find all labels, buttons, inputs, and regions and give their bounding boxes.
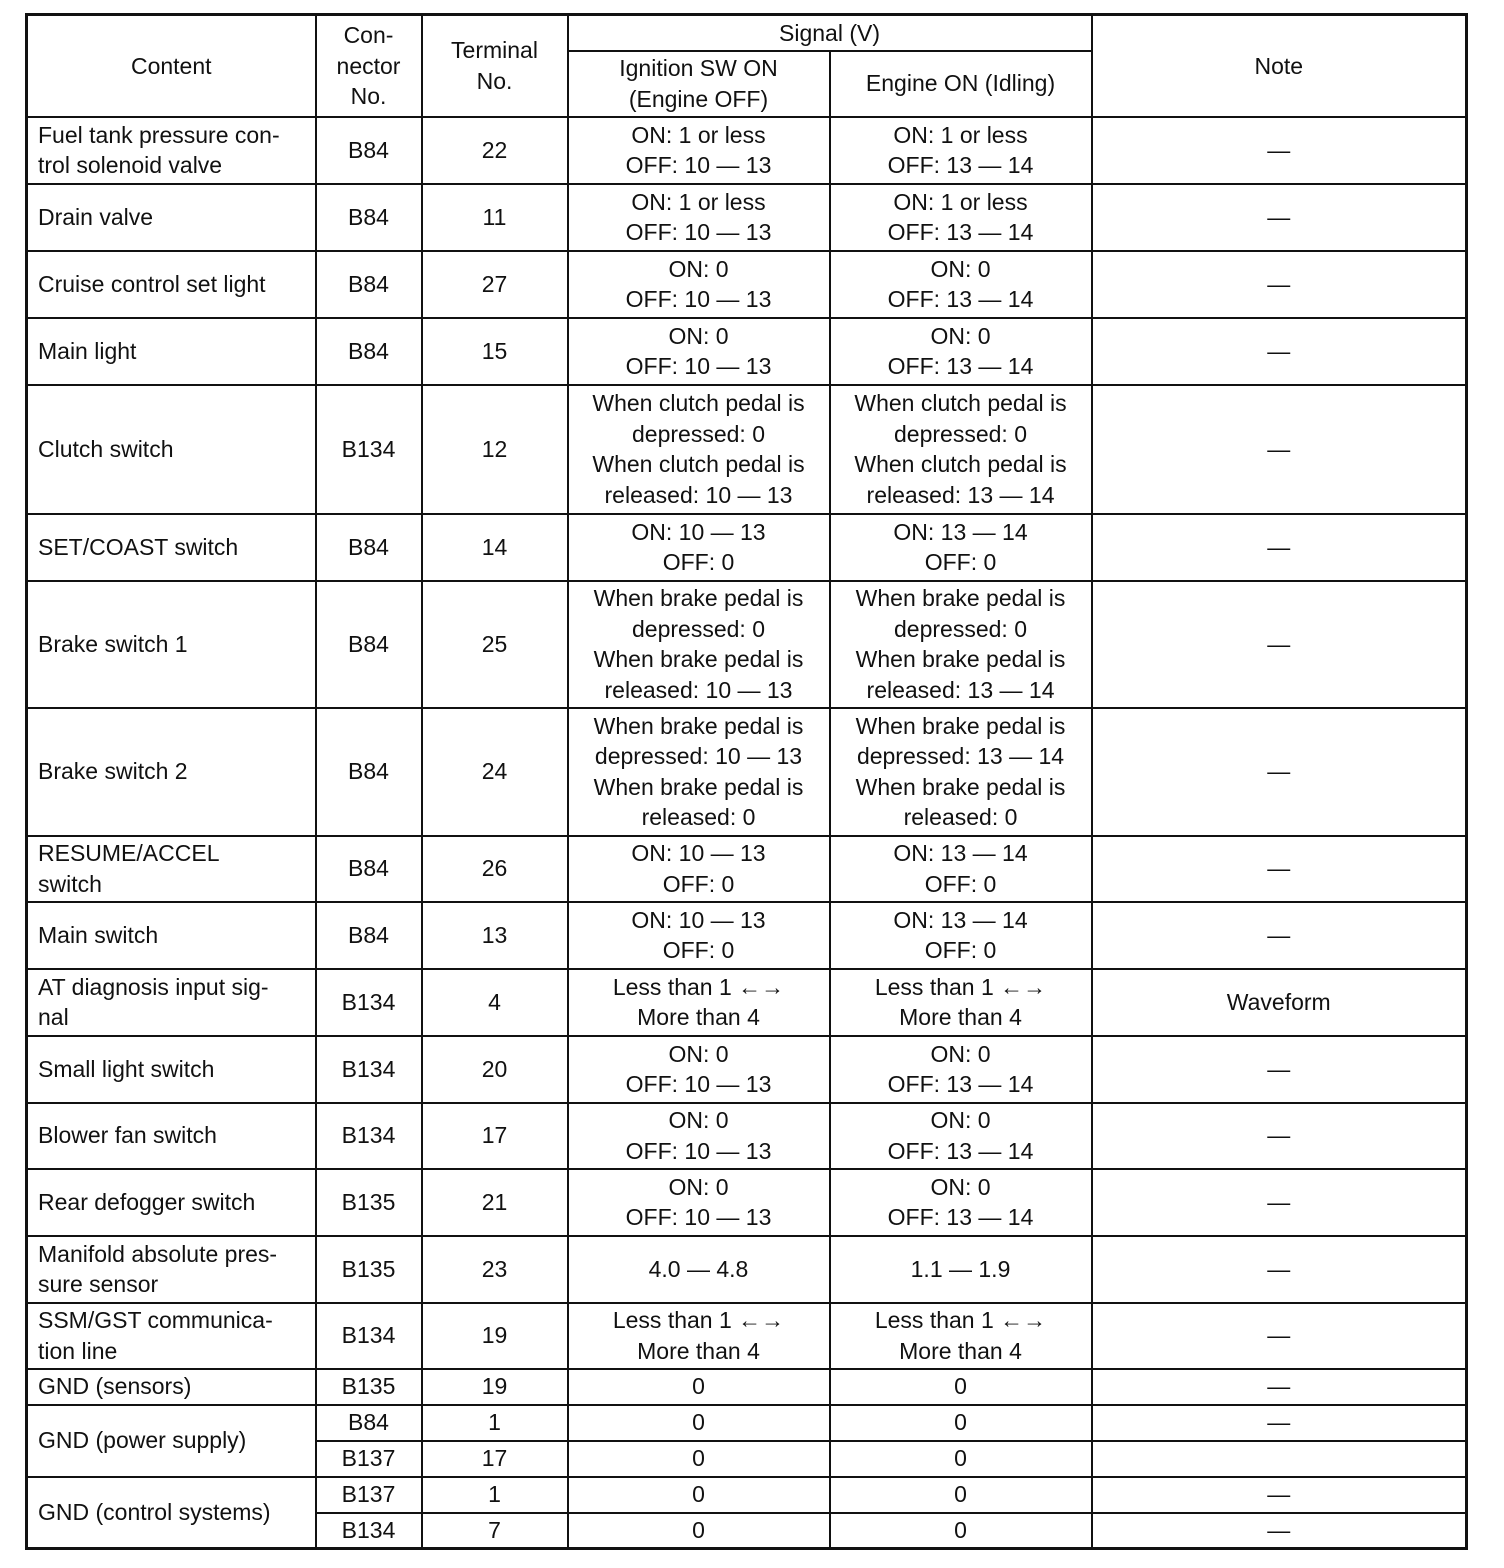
cell-note: — xyxy=(1092,1513,1467,1549)
cell-engine-signal: ON: 13 — 14 OFF: 0 xyxy=(830,836,1092,902)
cell-connector: B84 xyxy=(316,514,422,581)
cell-ignition-signal: ON: 10 — 13 OFF: 0 xyxy=(568,902,830,969)
cell-content: Main light xyxy=(27,318,316,385)
cell-engine-signal: 1.1 — 1.9 xyxy=(830,1236,1092,1303)
cell-content: Rear defogger switch xyxy=(27,1169,316,1236)
cell-connector: B134 xyxy=(316,385,422,514)
cell-ignition-signal: ON: 1 or less OFF: 10 — 13 xyxy=(568,117,830,184)
cell-note: — xyxy=(1092,1477,1467,1513)
cell-note: — xyxy=(1092,836,1467,902)
cell-ignition-signal: 0 xyxy=(568,1441,830,1477)
cell-connector: B135 xyxy=(316,1236,422,1303)
cell-content: Fuel tank pressure con- trol solenoid valve xyxy=(27,117,316,184)
table-row xyxy=(27,1477,1467,1513)
cell-terminal: 1 xyxy=(422,1405,568,1441)
cell-note: — xyxy=(1092,1405,1467,1441)
cell-content: Brake switch 1 xyxy=(27,581,316,708)
cell-ignition-signal: ON: 0 OFF: 10 — 13 xyxy=(568,1169,830,1236)
cell-ignition-signal: ON: 10 — 13 OFF: 0 xyxy=(568,836,830,902)
cell-content: GND (power supply) xyxy=(27,1405,316,1477)
cell-engine-signal: When brake pedal is depressed: 13 — 14 When brake pedal is released: 0 xyxy=(830,708,1092,836)
header-terminal: Terminal No. xyxy=(422,15,568,117)
cell-content: Main switch xyxy=(27,902,316,969)
cell-engine-signal: Less than 1 ←→ More than 4 xyxy=(830,1303,1092,1369)
cell-content: GND (sensors) xyxy=(27,1369,316,1405)
cell-note: — xyxy=(1092,117,1467,184)
cell-engine-signal: ON: 13 — 14 OFF: 0 xyxy=(830,514,1092,581)
cell-connector: B135 xyxy=(316,1369,422,1405)
cell-terminal: 13 xyxy=(422,902,568,969)
header-note: Note xyxy=(1092,15,1467,117)
cell-content: AT diagnosis input sig- nal xyxy=(27,969,316,1036)
terminal-signal-table xyxy=(25,13,1468,1550)
cell-content: GND (control systems) xyxy=(27,1477,316,1549)
cell-content: SSM/GST communica- tion line xyxy=(27,1303,316,1369)
cell-connector: B137 xyxy=(316,1441,422,1477)
cell-terminal: 19 xyxy=(422,1369,568,1405)
cell-note: — xyxy=(1092,1169,1467,1236)
cell-note: — xyxy=(1092,184,1467,251)
cell-note: — xyxy=(1092,581,1467,708)
table-row xyxy=(27,514,1467,581)
table-row xyxy=(27,581,1467,708)
cell-note: — xyxy=(1092,902,1467,969)
table-row xyxy=(27,902,1467,969)
cell-terminal: 11 xyxy=(422,184,568,251)
table-row xyxy=(27,184,1467,251)
cell-content: SET/COAST switch xyxy=(27,514,316,581)
cell-engine-signal: When brake pedal is depressed: 0 When brake pedal is released: 13 — 14 xyxy=(830,581,1092,708)
cell-terminal: 12 xyxy=(422,385,568,514)
cell-connector: B137 xyxy=(316,1477,422,1513)
cell-content: Drain valve xyxy=(27,184,316,251)
header-engine-on: Engine ON (Idling) xyxy=(830,51,1092,117)
cell-content: Clutch switch xyxy=(27,385,316,514)
cell-connector: B84 xyxy=(316,1405,422,1441)
cell-note: — xyxy=(1092,1103,1467,1169)
cell-engine-signal: ON: 0 OFF: 13 — 14 xyxy=(830,251,1092,318)
cell-ignition-signal: 0 xyxy=(568,1369,830,1405)
cell-ignition-signal: ON: 0 OFF: 10 — 13 xyxy=(568,1036,830,1103)
table-row xyxy=(27,836,1467,902)
cell-connector: B84 xyxy=(316,318,422,385)
cell-engine-signal: 0 xyxy=(830,1477,1092,1513)
cell-terminal: 4 xyxy=(422,969,568,1036)
cell-terminal: 7 xyxy=(422,1513,568,1549)
cell-terminal: 21 xyxy=(422,1169,568,1236)
cell-terminal: 17 xyxy=(422,1441,568,1477)
cell-content: Small light switch xyxy=(27,1036,316,1103)
cell-note: — xyxy=(1092,708,1467,836)
cell-terminal: 24 xyxy=(422,708,568,836)
cell-note: — xyxy=(1092,514,1467,581)
cell-note: — xyxy=(1092,318,1467,385)
table-row xyxy=(27,251,1467,318)
cell-connector: B84 xyxy=(316,117,422,184)
cell-terminal: 17 xyxy=(422,1103,568,1169)
cell-terminal: 25 xyxy=(422,581,568,708)
cell-content: Brake switch 2 xyxy=(27,708,316,836)
cell-connector: B135 xyxy=(316,1169,422,1236)
cell-connector: B84 xyxy=(316,581,422,708)
cell-engine-signal: ON: 1 or less OFF: 13 — 14 xyxy=(830,117,1092,184)
table-row xyxy=(27,1169,1467,1236)
cell-ignition-signal: ON: 0 OFF: 10 — 13 xyxy=(568,318,830,385)
cell-engine-signal: 0 xyxy=(830,1405,1092,1441)
cell-note: — xyxy=(1092,251,1467,318)
cell-note xyxy=(1092,1441,1467,1477)
table-row xyxy=(27,385,1467,514)
cell-terminal: 19 xyxy=(422,1303,568,1369)
cell-ignition-signal: ON: 0 OFF: 10 — 13 xyxy=(568,251,830,318)
cell-ignition-signal: 0 xyxy=(568,1477,830,1513)
cell-ignition-signal: 0 xyxy=(568,1405,830,1441)
cell-engine-signal: 0 xyxy=(830,1369,1092,1405)
table-row xyxy=(27,1103,1467,1169)
cell-connector: B134 xyxy=(316,1103,422,1169)
cell-ignition-signal: 4.0 — 4.8 xyxy=(568,1236,830,1303)
cell-terminal: 14 xyxy=(422,514,568,581)
cell-ignition-signal: Less than 1 ←→ More than 4 xyxy=(568,969,830,1036)
cell-note: — xyxy=(1092,1236,1467,1303)
cell-terminal: 15 xyxy=(422,318,568,385)
cell-note: — xyxy=(1092,1036,1467,1103)
cell-connector: B134 xyxy=(316,1513,422,1549)
header-signal: Signal (V) xyxy=(568,15,1092,51)
cell-connector: B134 xyxy=(316,1303,422,1369)
cell-engine-signal: When clutch pedal is depressed: 0 When clutch pedal is released: 13 — 14 xyxy=(830,385,1092,514)
cell-engine-signal: ON: 0 OFF: 13 — 14 xyxy=(830,1169,1092,1236)
table-row xyxy=(27,318,1467,385)
cell-connector: B84 xyxy=(316,902,422,969)
cell-terminal: 1 xyxy=(422,1477,568,1513)
cell-terminal: 23 xyxy=(422,1236,568,1303)
cell-content: Blower fan switch xyxy=(27,1103,316,1169)
header-content: Content xyxy=(27,15,316,117)
cell-connector: B134 xyxy=(316,1036,422,1103)
cell-note: — xyxy=(1092,1303,1467,1369)
table-row xyxy=(27,1236,1467,1303)
cell-note: — xyxy=(1092,1369,1467,1405)
cell-ignition-signal: ON: 0 OFF: 10 — 13 xyxy=(568,1103,830,1169)
cell-terminal: 20 xyxy=(422,1036,568,1103)
cell-connector: B84 xyxy=(316,708,422,836)
cell-ignition-signal: When clutch pedal is depressed: 0 When clutch pedal is released: 10 — 13 xyxy=(568,385,830,514)
cell-engine-signal: ON: 13 — 14 OFF: 0 xyxy=(830,902,1092,969)
header-connector: Con- nector No. xyxy=(316,15,422,117)
cell-terminal: 22 xyxy=(422,117,568,184)
table-row xyxy=(27,708,1467,836)
cell-engine-signal: 0 xyxy=(830,1441,1092,1477)
cell-content: Cruise control set light xyxy=(27,251,316,318)
table-row xyxy=(27,1036,1467,1103)
cell-engine-signal: ON: 0 OFF: 13 — 14 xyxy=(830,1036,1092,1103)
cell-engine-signal: Less than 1 ←→ More than 4 xyxy=(830,969,1092,1036)
table-row xyxy=(27,969,1467,1036)
cell-content: RESUME/ACCEL switch xyxy=(27,836,316,902)
table-row xyxy=(27,1303,1467,1369)
cell-ignition-signal: When brake pedal is depressed: 0 When brake pedal is released: 10 — 13 xyxy=(568,581,830,708)
cell-terminal: 26 xyxy=(422,836,568,902)
cell-connector: B84 xyxy=(316,251,422,318)
cell-ignition-signal: 0 xyxy=(568,1513,830,1549)
cell-engine-signal: ON: 0 OFF: 13 — 14 xyxy=(830,318,1092,385)
table-row xyxy=(27,117,1467,184)
cell-engine-signal: ON: 0 OFF: 13 — 14 xyxy=(830,1103,1092,1169)
table-row xyxy=(27,1369,1467,1405)
terminal-table-sheet xyxy=(25,13,1465,1550)
cell-ignition-signal: When brake pedal is depressed: 10 — 13 When brake pedal is released: 0 xyxy=(568,708,830,836)
cell-content: Manifold absolute pres- sure sensor xyxy=(27,1236,316,1303)
cell-engine-signal: ON: 1 or less OFF: 13 — 14 xyxy=(830,184,1092,251)
cell-note: — xyxy=(1092,385,1467,514)
cell-engine-signal: 0 xyxy=(830,1513,1092,1549)
cell-connector: B134 xyxy=(316,969,422,1036)
cell-note: Waveform xyxy=(1092,969,1467,1036)
cell-ignition-signal: ON: 10 — 13 OFF: 0 xyxy=(568,514,830,581)
header-ignition-sw-on: Ignition SW ON (Engine OFF) xyxy=(568,51,830,117)
cell-ignition-signal: Less than 1 ←→ More than 4 xyxy=(568,1303,830,1369)
cell-terminal: 27 xyxy=(422,251,568,318)
cell-connector: B84 xyxy=(316,836,422,902)
cell-ignition-signal: ON: 1 or less OFF: 10 — 13 xyxy=(568,184,830,251)
table-row xyxy=(27,1405,1467,1441)
cell-connector: B84 xyxy=(316,184,422,251)
